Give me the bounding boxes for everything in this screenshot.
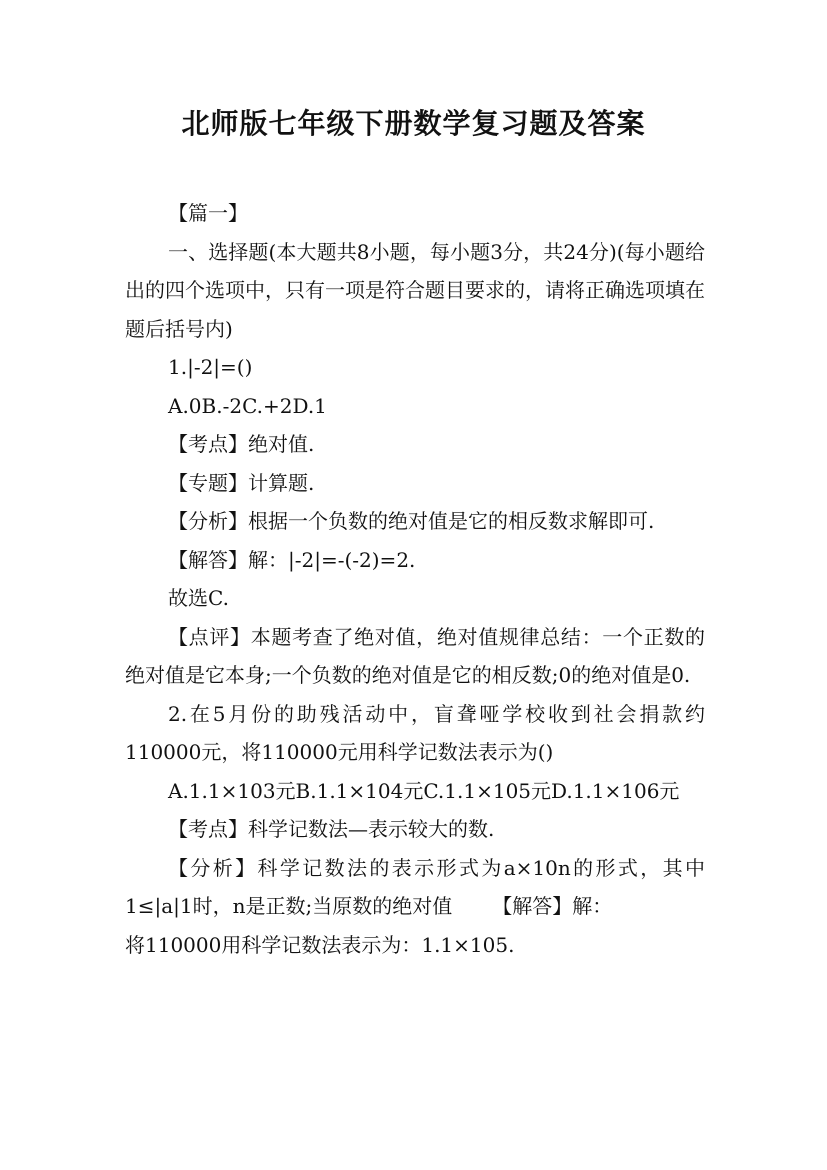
document-body (125, 194, 705, 964)
question-1-comment: 【点评】本题考查了绝对值，绝对值规律总结：一个正数的绝对值是它本身;一个负数的绝对值是它的相反数;0的绝对值是0. (125, 624, 705, 687)
question-2-solution: 将110000用科学记数法表示为：1.1×105. (125, 932, 515, 957)
question-2-options: A.1.1×103元B.1.1×104元C.1.1×105元D.1.1×106元 (168, 778, 680, 803)
question-2-topic: 【考点】科学记数法—表示较大的数. (168, 817, 495, 841)
question-1: 1.|-2|=() (168, 355, 253, 379)
question-2: 2.在5月份的助残活动中，盲聋哑学校收到社会捐款约110000元，将110000元用科学记数法表示为() (125, 701, 705, 764)
question-1-options: A.0B.-2C.+2D.1 (168, 393, 327, 418)
question-2-analysis-text: 【分析】科学记数法的表示形式为a×10n的形式，其中1≤|a|1时，n是正数;当原数的绝对值 (125, 855, 705, 918)
section-heading: 【篇一】 (168, 201, 248, 225)
question-1-analysis: 【分析】根据一个负数的绝对值是它的相反数求解即可. (168, 509, 655, 533)
question-1-answer: 故选C. (168, 586, 229, 610)
question-1-solution: 【解答】解：|-2|=-(-2)=2. (168, 547, 416, 572)
document-title: 北师版七年级下册数学复习题及答案 (181, 107, 646, 140)
question-1-category: 【专题】计算题. (168, 470, 315, 495)
question-2-solution-label: 【解答】解： (492, 894, 613, 918)
question-section-intro: 一、选择题(本大题共8小题，每小题3分，共24分)(每小题给出的四个选项中，只有一项是符合题目要求的，请将正确选项填在题后括号内) (125, 239, 705, 341)
question-2-analysis (125, 849, 705, 926)
question-1-topic: 【考点】绝对值. (168, 432, 315, 456)
